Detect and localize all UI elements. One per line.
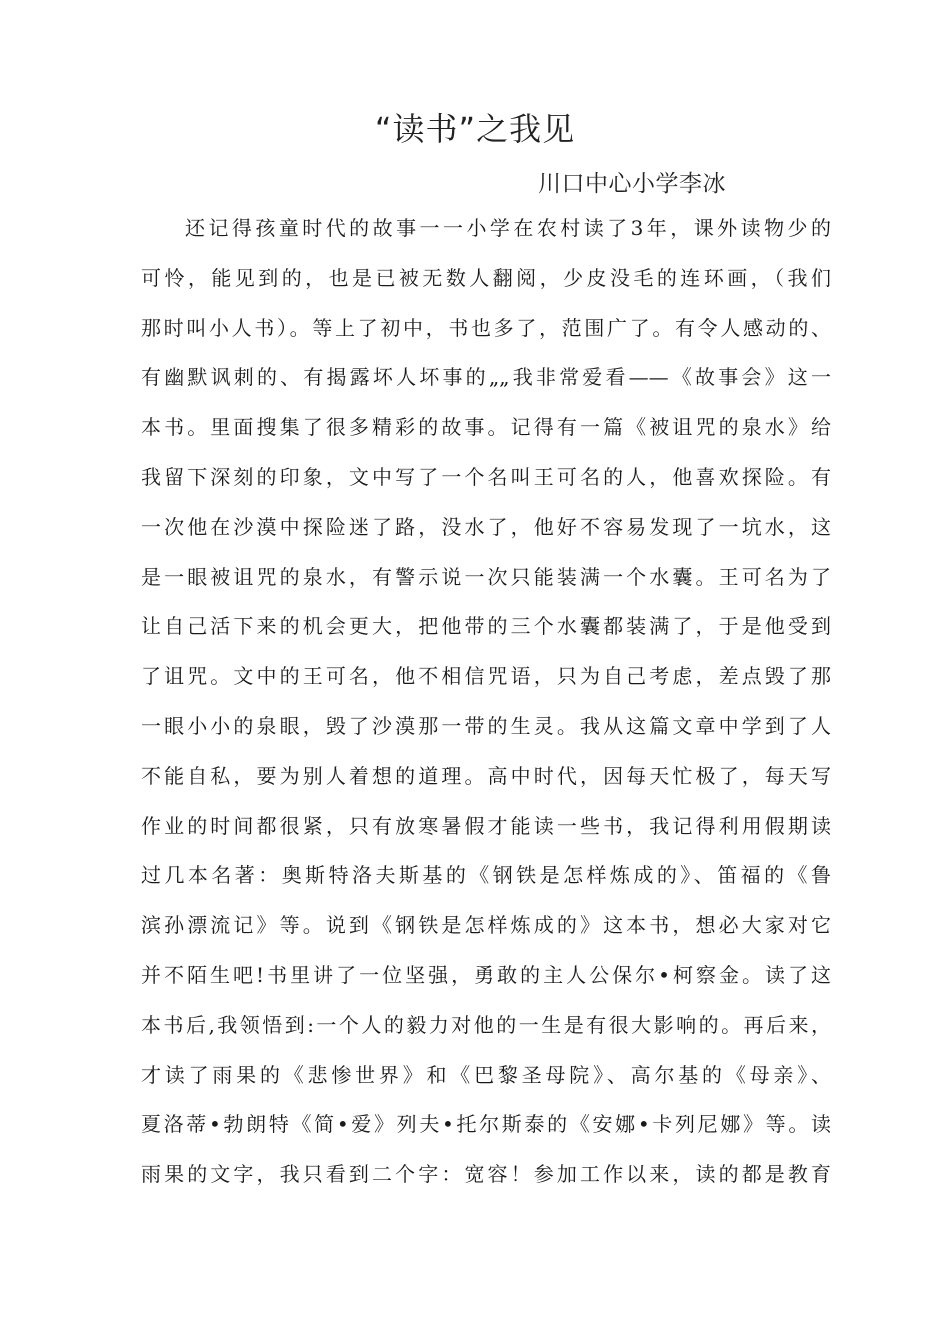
text-line: 作业的时间都很紧，只有放寒暑假才能读一些书，我记得利用假期读	[141, 813, 831, 838]
text-line: 并不陌生吧!书里讲了一位坚强，勇敢的主人公保尔•柯察金。读了这	[141, 962, 831, 987]
document-title: “读书”之我见	[374, 110, 576, 148]
text-line: 有幽默讽刺的、有揭露坏人坏事的„„我非常爱看——《故事会》这一	[141, 365, 831, 390]
text-line: 一眼小小的泉眼，毁了沙漠那一带的生灵。我从这篇文章中学到了人	[141, 713, 831, 738]
document-author: 川口中心小学李冰	[538, 171, 726, 197]
text-line: 本书后,我领悟到:一个人的毅力对他的一生是有很大影响的。再后来，	[141, 1012, 831, 1037]
text-line: 不能自私，要为别人着想的道理。高中时代，因每天忙极了，每天写	[141, 763, 831, 788]
text-line: 了诅咒。文中的王可名，他不相信咒语，只为自己考虑，差点毁了那	[141, 664, 831, 689]
text-line: 是一眼被诅咒的泉水，有警示说一次只能装满一个水囊。王可名为了	[141, 564, 831, 589]
text-line: 我留下深刻的印象，文中写了一个名叫王可名的人，他喜欢探险。有	[141, 464, 831, 489]
text-line: 夏洛蒂•勃朗特《简•爱》列夫•托尔斯泰的《安娜•卡列尼娜》等。读	[141, 1112, 831, 1137]
text-line: 一次他在沙漠中探险迷了路，没水了，他好不容易发现了一坑水，这	[141, 514, 831, 539]
text-line: 那时叫小人书）。等上了初中，书也多了，范围广了。有令人感动的、	[141, 315, 831, 340]
text-line: 过几本名著：奥斯特洛夫斯基的《钢铁是怎样炼成的》、笛福的《鲁	[141, 863, 831, 888]
body-text	[141, 208, 831, 1204]
text-line: 滨孙漂流记》等。说到《钢铁是怎样炼成的》这本书，想必大家对它	[141, 913, 831, 938]
text-line: 让自己活下来的机会更大，把他带的三个水囊都装满了，于是他受到	[141, 614, 831, 639]
text-line: 雨果的文字，我只看到二个字：宽容！参加工作以来，读的都是教育	[141, 1162, 831, 1187]
text-line: 可怜，能见到的，也是已被无数人翻阅，少皮没毛的连环画，（我们	[141, 265, 831, 290]
text-line: 本书。里面搜集了很多精彩的故事。记得有一篇《被诅咒的泉水》给	[141, 415, 831, 440]
text-line: 才读了雨果的《悲惨世界》和《巴黎圣母院》、高尔基的《母亲》、	[141, 1062, 831, 1087]
text-line: 还记得孩童时代的故事一一小学在农村读了3年，课外读物少的	[185, 216, 831, 240]
